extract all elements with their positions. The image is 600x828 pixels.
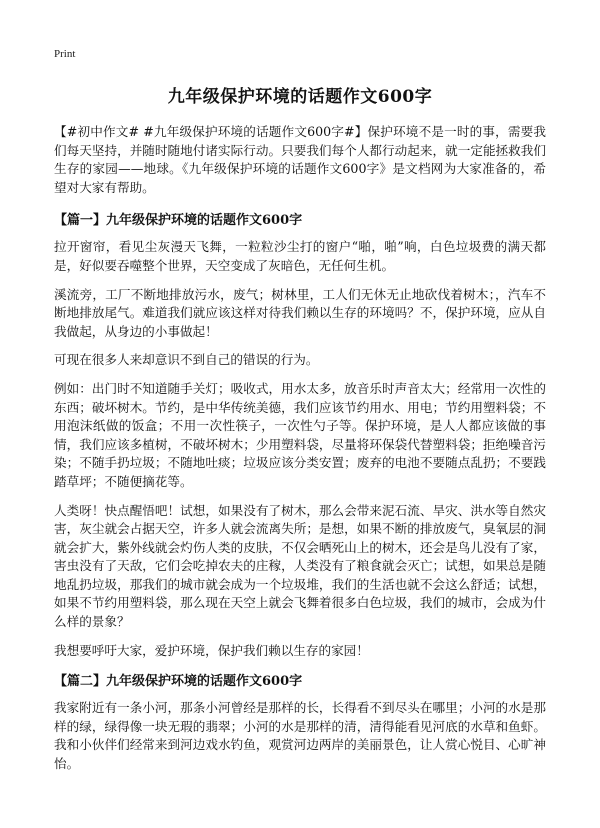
section-heading-1: 【篇一】九年级保护环境的话题作文600字 bbox=[54, 213, 303, 229]
section-1-paragraph: 拉开窗帘，看见尘灰漫天飞舞，一粒粒沙尘打的窗户“啪，啪”响，白色垃圾费的满天都是，好似要吞噬整个世界，天空变成了灰暗色，无任何生机。 bbox=[54, 239, 546, 273]
section-1-paragraph: 可现在很多人来却意识不到自己的错误的行为。 bbox=[54, 352, 319, 368]
section-1-paragraph: 例如：出门时不知道随手关灯；吸收式，用水太多，放音乐时声音太大；经常用一次性的东西；破坏树木。节约，是中华传统美德，我们应该节约用水、用电；节约用塑料袋；不用泡沫纸做的饭盒；不用一次性筷子，一次性勺子等。保护环境，是人人都应该做的事情，我们应该多植树，不破坏树木；少用塑料袋，尽量将环保袋代替塑料袋；拒绝噪音污染；不随手扔垃圾；不随地吐痰；垃圾应该分类安置；废弃的电池不要随点乱扔；不要践踏草坪；不随便摘花等。 bbox=[54, 380, 546, 489]
section-1-paragraph: 我想要呼吁大家，爱护环境，保护我们赖以生存的家园！ bbox=[54, 642, 369, 658]
section-heading-2: 【篇二】九年级保护环境的话题作文600字 bbox=[54, 674, 303, 690]
print-link[interactable]: Print bbox=[54, 48, 76, 60]
section-1-paragraph: 溪流旁，工厂不断地排放污水，废气；树林里，工人们无休无止地砍伐着树木；，汽车不断地排放尾气。难道我们就应该这样对待我们赖以生存的环境吗？不，保护环境，应从自我做起，从身边的小事做起！ bbox=[54, 286, 546, 339]
intro-paragraph: 【#初中作文# #九年级保护环境的话题作文600字#】保护环境不是一时的事，需要我们每天坚持，并随时随地付诸实际行动。只要我们每个人都行动起来，就一定能拯救我们生存的家园——地球。《九年级保护环境的话题作文600字》是文档网为大家准备的，希望对大家有帮助。 bbox=[54, 124, 546, 195]
section-1-paragraph: 人类呀！快点醒悟吧！试想，如果没有了树木，那么会带来泥石流、旱灾、洪水等自然灾害，灰尘就会占据天空，许多人就会流离失所；是想，如果不断的排放废气，臭氧层的洞就会扩大，紫外线就会灼伤人类的皮肤，不仅会晒死山上的树木，还会是鸟儿没有了家，害虫没有了天敌，它们会吃掉农夫的庄稼，人类没有了粮食就会灭亡；试想，如果总是随地乱扔垃圾，那我们的城市就会成为一个垃圾堆，我们的生活也就不会这么舒适；试想，如果不节约用塑料袋，那么现在天空上就会飞舞着很多白色垃圾，我们的城市，会成为什么样的景象？ bbox=[54, 502, 546, 630]
section-2-paragraph: 我家附近有一条小河，那条小河曾经是那样的长，长得看不到尽头在哪里；小河的水是那样的绿，绿得像一块无瑕的翡翠；小河的水是那样的清，清得能看见河底的水草和鱼虾。我和小伙伴们经常来到河边戏水钓鱼，观赏河边两岸的美丽景色，让人赏心悦目、心旷神怡。 bbox=[54, 700, 546, 772]
article-title: 九年级保护环境的话题作文600字 bbox=[167, 87, 433, 107]
